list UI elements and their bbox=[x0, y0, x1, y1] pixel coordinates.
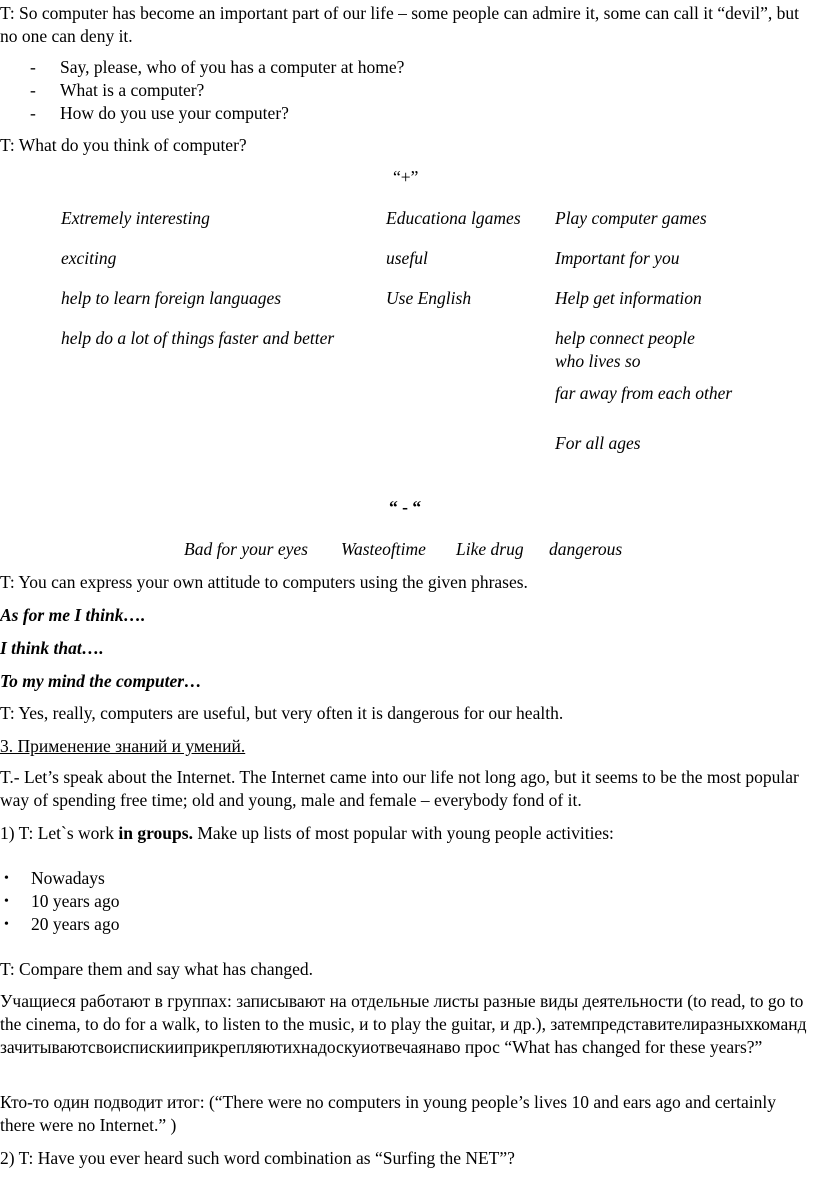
list-item: • 10 years ago bbox=[4, 891, 120, 911]
minus-phrase: Wasteoftime bbox=[341, 539, 426, 559]
health-line: T: Yes, really, computers are useful, but very often it is dangerous for our health. bbox=[0, 703, 564, 723]
plus-phrase: For all ages bbox=[555, 433, 641, 453]
express-line: T: You can express your own attitude to computers using the given phrases. bbox=[0, 572, 528, 592]
minus-phrase: dangerous bbox=[549, 539, 623, 559]
plus-phrase: Educationa lgames bbox=[386, 208, 521, 228]
bullet-list bbox=[0, 867, 119, 936]
minus-phrase: Bad for your eyes bbox=[184, 539, 308, 559]
plus-phrase: help connect people bbox=[555, 328, 695, 348]
phrase-starter: As for me I think…. bbox=[0, 605, 146, 625]
list-item: • Nowadays bbox=[4, 868, 105, 888]
think-question: T: What do you think of computer? bbox=[0, 135, 247, 155]
list-item: - What is a computer? bbox=[30, 80, 205, 100]
list-item: • 20 years ago bbox=[4, 914, 120, 934]
minus-heading: “ - “ bbox=[389, 497, 422, 517]
minus-phrase: Like drug bbox=[456, 539, 524, 559]
plus-phrase: exciting bbox=[61, 248, 117, 268]
plus-phrase: help do a lot of things faster and better bbox=[61, 328, 335, 348]
groups-line: 1) T: Let`s work in groups. Make up lists of most popular with young people activities: bbox=[0, 823, 614, 843]
plus-phrase: Help get information bbox=[555, 288, 702, 308]
phrase-starter: To my mind the computer… bbox=[0, 671, 202, 691]
surfing-line: 2) T: Have you ever heard such word combination as “Surfing the NET”? bbox=[0, 1148, 515, 1168]
list-item: - Say, please, who of you has a computer at home? bbox=[30, 57, 405, 77]
question-list bbox=[30, 56, 404, 125]
plus-phrase: who lives so bbox=[555, 351, 641, 371]
plus-phrase: help to learn foreign languages bbox=[61, 288, 282, 308]
section-heading: 3. Применение знаний и умений. bbox=[0, 736, 246, 756]
plus-phrase: useful bbox=[386, 248, 428, 268]
plus-phrase: Use English bbox=[386, 288, 472, 308]
internet-paragraph: T.- Let’s speak about the Internet. The Internet came into our life not long ago, but it seems to be the most popular way of spending free time; old and young, male and female – everybody fond of it. bbox=[0, 767, 799, 810]
plus-heading: “+” bbox=[393, 167, 419, 187]
students-paragraph: Учащиеся работают в группах: записывают на отдельные листы разные виды деятельности (to read, to go to the cinema, to do for a walk, to listen to the music, и to play the guitar, и др.), затемпредставителиразныхкомандзачитываютсвоиспискииприкрепляютихнадоскуиотвечаянаво прос “What has changed for these years?” bbox=[0, 991, 807, 1057]
summary-paragraph: Кто-то один подводит итог: (“There were no computers in young people’s lives 10 and ears ago and certainly there were no Internet.” ) bbox=[0, 1092, 777, 1135]
plus-phrase: Play computer games bbox=[555, 208, 707, 228]
list-item: - How do you use your computer? bbox=[30, 103, 289, 123]
plus-phrase: Extremely interesting bbox=[61, 208, 210, 228]
phrase-starter: I think that…. bbox=[0, 638, 104, 658]
plus-phrase: far away from each other bbox=[555, 383, 733, 403]
intro-paragraph: T: So computer has become an important part of our life – some people can admire it, some can call it “devil”, but no one can deny it. bbox=[0, 3, 800, 46]
plus-phrase: Important for you bbox=[555, 248, 680, 268]
compare-line: T: Compare them and say what has changed. bbox=[0, 959, 314, 979]
